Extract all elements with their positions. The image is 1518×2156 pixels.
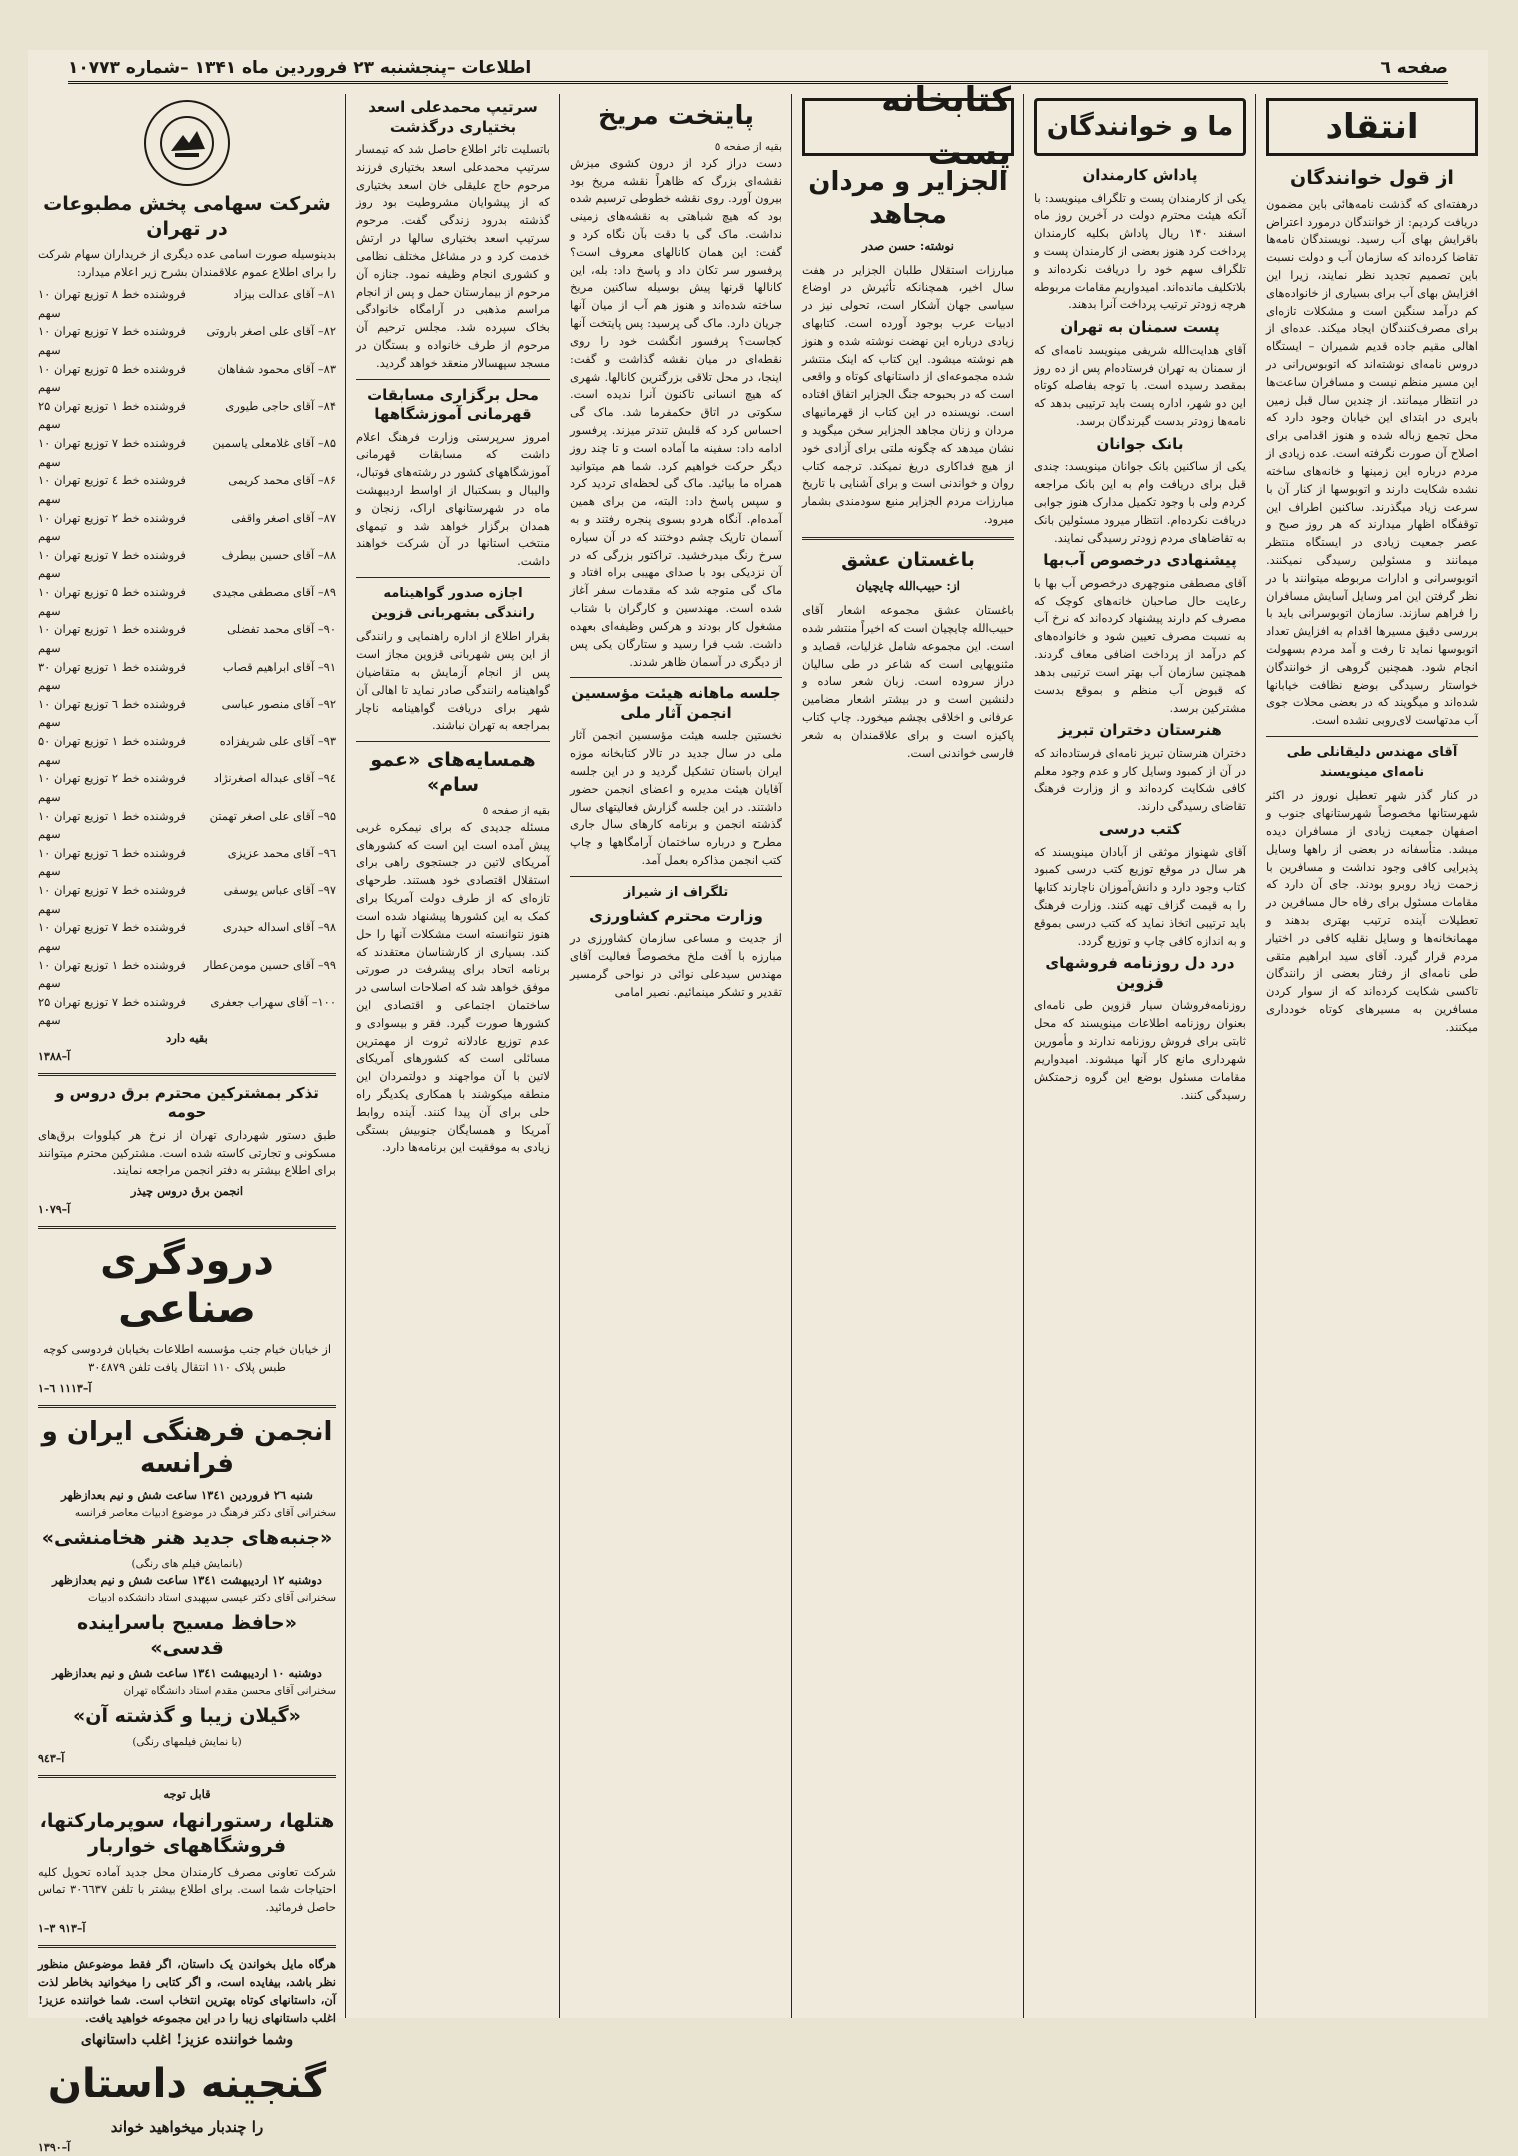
ad-title: تذکر بمشترکین محترم برق دروس و حومه xyxy=(55,1083,319,1122)
news-title: محل برگزاری مسابقات قهرمانی آموزشگاهها xyxy=(367,385,539,424)
shareholder-row xyxy=(38,509,336,546)
notice-body: نخستین جلسه هیئت مؤسسین انجمن آثار ملی در سال جدید در تالار کتابخانه موزه ایران باستان تشکیل گردید و در این جلسه آقایان هیئت مدیره و اعضای انجمن حضور داشتند. در این جلسه گزارش فعالیتهای سال گذشته انجمن و برنامه کارهای سال جاری مطرح و درباره ساختمان آرامگاهها و چاپ کتب انجمن مذاکره بعمل آمد. xyxy=(570,728,782,868)
shareholder-row xyxy=(38,322,336,359)
section-title: درد دل روزنامه فروشهای قزوین xyxy=(1045,954,1235,992)
section-title: پیشنهادی درخصوص آب‌بها xyxy=(1043,551,1237,570)
column-readers xyxy=(1028,94,1252,2018)
shareholder-name: ۹۷– آقای عباس یوسفی xyxy=(223,883,336,897)
shareholder-name: ۸۴– آقای حاجی طیوری xyxy=(225,398,336,413)
shareholder-detail: فروشنده خط ٦ توزیع تهران ۱۰ سهم xyxy=(38,696,186,730)
shareholder-name: ۹۵– آقای علی اصغر تهمتن xyxy=(209,808,336,823)
news-body: امروز سرپرستی وزارت فرهنگ اعلام داشت که مسابقات قهرمانی آموزشگاههای کشور در رشته‌های فوتبال، والیبال و بسکتبال از اواسط اردیبهشت ماه در شهرستانهای اراک، زنجان و همدان برگزار خواهد شد و تیمهای منتخب استانها در آن شرکت خواهند داشت. xyxy=(356,429,550,569)
shareholder-detail: فروشنده خط ۷ توزیع تهران ۱۰ سهم xyxy=(38,883,186,916)
shareholder-name: ۹۹– آقای حسین مومن‌عطار xyxy=(203,957,336,972)
ad-title: انجمن فرهنگی ایران و فرانسه xyxy=(41,1416,333,1480)
ad-code: آ–۱۰۷۹ xyxy=(38,1203,71,1217)
continued-note: بقیه از صفحه ٥ xyxy=(482,804,550,817)
section-body: یکی از کارمندان پست و تلگراف مینویسد: با آنکه هیئت محترم دولت در آخرین روز ماه اسفند ۱۴۰ ریال پاداش بکلیه کارمندان پرداخت کرد هنوز بعضی از کارمندان پست و تلگراف سهم خود را دریافت نکرده‌اند و بلاتکلیف مانده‌اند. امیدواریم مقامات مربوطه هرچه زودتر ترتیب پرداخت آنرا بدهند. xyxy=(1034,190,1246,312)
section-title: کتب درسی xyxy=(1098,820,1182,839)
shareholder-name: ۹٤– آقای عبداله اصغرنژاد xyxy=(213,771,336,786)
issue-line: اطلاعات –پنجشنبه ۲۳ فروردین ماه ۱۳۴۱ –شماره ۱۰۷۷۳ xyxy=(68,57,532,78)
book-review: مبارزات استقلال طلبان الجزایر در هفت سال اخیر، همچنانکه تأثیرش در اوضاع سیاسی جهان آشکار است، تحولی نیز در ادبیات عرب بوجود آورده است. کتابهای زیادی درباره این نهضت نوشته شده و هنوز هم نوشته میشود. این کتاب که اینک منتشر شده مجموعه‌ای از داستانهای کوتاه و واقعی است که در بحبوحه جنگ الجزایر اتفاق افتاده است. نویسنده در این کتاب از قهرمانیهای مردان و زنان مجاهد الجزایر سخن میگوید و نشان میدهد که چگونه ملتی برای آزادی خود از هیچ فداکاری دریغ نمیکند. ترجمه کتاب روان و خواندنی است و برای آشنایی با تاریخ مبارزات مردم الجزایر منبع سودمندی بشمار میرود. xyxy=(802,262,1014,526)
feature-body: مسئله جدیدی که برای نیمکره غربی پیش آمده است این است که کشورهای آمریکای لاتین در جستجوی راهی برای استقلال اقتصادی خود هستند. طرحهای تازه‌ای که از طرف دولت آمریکا برای کمک به این کشورها پیشنهاد شده است هنوز نتوانسته است مشکلات آنها را حل کند. بسیاری از کارشناسان معتقدند که برنامه اتحاد برای پیشرفت در صورتی موفق خواهد شد که اصلاحات اساسی در ساختمان اجتماعی و اقتصادی این کشورها صورت گیرد. فقر و بیسوادی و عدم توزیع عادلانه ثروت از مهمترین مسائلی است که کشورهای آمریکای لاتین با آن مواجهند و دولتمردان این منطقه میکوشند با همکاری یکدیگر راه حلی برای آن پیدا کنند. آینده روابط آمریکا و همسایگان جنوبیش بستگی زیادی به موفقیت این برنامه‌ها دارد. xyxy=(356,819,550,1155)
event-desc: سخنرانی آقای دکتر عیسی سپهبدی استاد دانشکده ادبیات xyxy=(88,1591,336,1604)
book-byline: از: حبیب‌الله چایچیان xyxy=(855,579,960,594)
shareholder-name: ۸۲– آقای علی اصغر باروتی xyxy=(206,324,336,339)
shareholder-row xyxy=(38,546,336,583)
shareholder-detail: فروشنده خط ۱ توزیع تهران ۵۰ سهم xyxy=(38,734,186,767)
shareholder-name: ۸۱– آقای عدالت بیزاد xyxy=(233,287,336,301)
shareholder-row xyxy=(38,360,336,397)
shareholder-detail: فروشنده خط ۷ توزیع تهران ۱۰ سهم xyxy=(38,436,186,469)
shareholder-row xyxy=(38,397,336,434)
section-body: یکی از ساکنین بانک جوانان مینویسد: چندی قبل برای دریافت وام به این بانک مراجعه کردم ولی با وجود تکمیل مدارک هنوز جوابی دریافت نکرده‌ام. انتظار میرود مسئولین بانک به تقاضاهای مردم زودتر رسیدگی نمایند. xyxy=(1034,459,1246,545)
shareholder-row xyxy=(38,583,336,620)
telegram-body: از جدیت و مساعی سازمان کشاورزی در مبارزه با آفت ملخ مخصوصاً فعالیت آقای مهندس سیدعلی نوائی در نواحی گرمسیر تقدیر و تشکر مینمائیم. نصیر امامی xyxy=(570,931,782,999)
shareholder-row xyxy=(38,918,336,955)
section-title: بانک جوانان xyxy=(1096,434,1184,453)
shareholder-name: ۹٦– آقای محمد عزیزی xyxy=(227,845,336,860)
shareholder-detail: فروشنده خط ۱ توزیع تهران ۱۰ سهم xyxy=(38,622,186,655)
shareholder-name: ۱۰۰– آقای سهراب جعفری xyxy=(210,994,336,1009)
ad-title: درودگری صناعی xyxy=(100,1238,274,1333)
section-body: آقای هدایت‌الله شریفی مینویسد نامه‌ای که از سمنان به تهران فرستاده‌ام پس از ده روز بمقصد رسیده است. با توجه بفاصله کوتاه این دو شهر، اداره پست باید ترتیبی بدهد که نامه‌ها زودتر بدست گیرندگان برسد. xyxy=(1034,342,1246,428)
ad-sign: انجمن برق دروس چیذر xyxy=(130,1184,244,1199)
library-logo: کتابخانه پست xyxy=(802,98,1014,156)
shareholder-detail: فروشنده خط ۱ توزیع تهران ۱۰ سهم xyxy=(38,957,186,991)
shareholder-detail: فروشنده خط ۲ توزیع تهران ۱۰ سهم xyxy=(38,510,186,544)
column-criticism xyxy=(1260,94,1484,2018)
event-title: «جنبه‌های جدید هنر هخامنشی» xyxy=(41,1526,333,1549)
shareholder-name: ۸۷– آقای اصغر واقفی xyxy=(231,510,336,525)
shareholder-row xyxy=(38,434,336,471)
shareholder-detail: فروشنده خط ۷ توزیع تهران ۲۵ سهم xyxy=(38,994,186,1028)
ad-body: شرکت تعاونی مصرف کارمندان محل جدید آماده تحویل کلیه احتیاجات شما است. برای اطلاع بیشتر با تلفن ۳۰٦٦۳۷ تماس حاصل فرمائید. xyxy=(38,1864,337,1915)
ad-pretitle: قابل توجه xyxy=(163,1787,211,1802)
shareholder-detail: فروشنده خط ۷ توزیع تهران ۱۰ سهم xyxy=(38,547,186,581)
shareholder-row xyxy=(38,807,336,844)
event-desc: سخنرانی آقای دکتر فرهنگ در موضوع ادبیات معاصر فرانسه xyxy=(74,1506,336,1519)
section-body: روزنامه‌فروشان سیار قزوین طی نامه‌ای بعنوان روزنامه اطلاعات مینویسند که محل ثابتی برای فروش روزنامه ندارند و مأمورین شهرداری مانع کار آنها میشوند. امیدواریم مقامات مسئول بوضع این گروه زحمتکش رسیدگی کنند. xyxy=(1034,998,1246,1102)
article-body: درهفته‌ای که گذشت نامه‌هائی باین مضمون دریافت کردیم: از خوانندگان درمورد اعتراض باقرایش بهای آب رسید. نویسندگان نامه‌ها تقاضا کرده‌اند که سازمان آب و دولت نسبت باین تصمیم تجدید نظر نمایند، زیرا این افزایش بهای آب برای بسیاری از خانواده‌های کم درآمد سنگین است و مشکلات تازه‌ای برای مصرف‌کنندگان ایجاد میکند. عده‌ای از اهالی مقیم جاده قدیم شمیران – ایستگاه دروس نامه‌ای نوشته‌اند که اتوبوس‌رانی در این مسیر منظم نیست و مسافران ساعت‌ها در انتظار میمانند. از چندین سال قبل زمین بایری در ابتدای این خیابان وجود دارد که محل تجمع زباله شده و هنوز اقدامی برای اصلاح آن صورت نگرفته است. عده زیادی از مردم درباره این زمینها و خانه‌های ساخته نشده شکایت دارند و اتوبوسها از کنار آن با سرعت زیاد میگذرند. ساکنین اطراف این توقفگاه اظهار میدارند که هر روز صبح و عصر جمعیت زیادی در ایستگاه منتظر میمانند و مسئولین رسیدگی نمیکنند. اتوبوسرانی و ادارات مربوطه میتوانند با در نظر گرفتن این امر وسایل آسایش مسافران را فراهم سازند. سازمان اتوبوسرانی باید با بررسی دقیق مسیرها اقدام به افزایش تعداد اتوبوسها نماید تا رفت و آمد مردم بسهولت انجام شود. همچنین گروهی از خوانندگان خواستار رسیدگی بوضع نظافت خیابانها شده‌اند و میگویند که در بعضی محلات جوی آب مدتهاست لای‌روبی نشده است. xyxy=(1266,196,1478,728)
shareholder-detail: فروشنده خط ۲ توزیع تهران ۱۰ سهم xyxy=(38,771,186,804)
shareholder-row xyxy=(38,658,336,695)
section-body: دختران هنرستان تبریز نامه‌ای فرستاده‌اند که در آن از کمبود وسایل کار و عدم وجود معلم کافی شکایت کرده‌اند و از وزارت فرهنگ تقاضای رسیدگی دارند. xyxy=(1034,745,1246,814)
ad-tagline: را چندبار میخواهید خواند xyxy=(110,2118,264,2136)
ad-brand: گنجینه داستان xyxy=(47,2061,327,2107)
letter-body: در کنار گذر شهر تعطیل نوروز در اکثر شهرستانها مخصوصاً شهرستانهای جنوب و اصفهان جمعیت زیادی از مسافران دیده میشد. متأسفانه در بعضی از راهها وسایل پذیرایی کافی وجود نداشت و مسافرین با زحمت زیاد روبرو بودند. جای آن دارد که مقامات مسئول برای رفاه حال مسافرین در تعطیلات آینده ترتیب بهتری بدهند و مهمانخانه‌ها و وسایل نقلیه کافی در اختیار مردم قرار گیرد. آقای سید ابراهیم متقی طی نامه‌ای از رفتار بعضی از رانندگان تاکسی شکایت کرده‌اند که از سوار کردن مسافرین به مسیرهای کوتاه خودداری میکنند. xyxy=(1266,788,1478,1034)
event-title: «گیلان زیبا و گذشته آن» xyxy=(73,1705,301,1728)
telegram-title: تلگراف از شیراز xyxy=(623,884,729,900)
shareholder-detail: فروشنده خط ۱ توزیع تهران ۲۵ سهم xyxy=(38,398,186,432)
feature-title: همسایه‌های «عمو سام» xyxy=(370,749,536,796)
shareholder-detail: فروشنده خط ٦ توزیع تهران ۱۰ سهم xyxy=(38,845,186,879)
shareholder-detail: فروشنده خط ۱ توزیع تهران ۱۰ سهم xyxy=(38,808,186,842)
shareholder-detail: فروشنده خط ۷ توزیع تهران ۱۰ سهم xyxy=(38,920,186,953)
column-library xyxy=(796,80,1020,2018)
ad-code: آ–۱۳۹۰ xyxy=(38,2141,71,2155)
obituary-body: باتسلیت تاثر اطلاع حاصل شد که تیمسار سرتیپ محمدعلی اسعد بختیاری فرزند مرحوم حاج علیقلی خان اسعد بختیاری که از پیشوایان مشروطیت بود روز گذشته بدرود زندگی گفت. مرحوم سرتیپ اسعد بختیاری سالها در ارتش خدمت کرد و در مشاغل مختلف نظامی و کشوری انجام وظیفه نمود. جنازه آن مرحوم از بیمارستان حمل و پس از انجام مراسم مذهبی در آرامگاه خانوادگی بخاک سپرده شد. مجلس ترحیم آن مرحوم از طرف خانواده و بستگان در مسجد سپهسالار منعقد خواهد گردید. xyxy=(356,142,550,370)
emblem-icon xyxy=(157,113,217,173)
event-date: دوشنبه ۱۲ اردیبهشت ۱۳٤۱ ساعت شش و نیم بعدازظهر xyxy=(52,1572,322,1587)
readers-logo: ما و خوانندگان xyxy=(1034,98,1246,156)
book-review: باغستان عشق مجموعه اشعار آقای حبیب‌الله چایچیان است که اخیراً منتشر شده است. این مجموعه شامل غزلیات، قصاید و مثنویهایی است که شاعر در طی سالیان دراز سروده است. زبان شعر ساده و دلنشین است و در بیشتر اشعار مضامین عرفانی و اخلاقی بچشم میخورد. چاپ کتاب پاکیزه است و برای علاقمندان به شعر فارسی خواندنی است. xyxy=(802,603,1014,760)
shareholder-row xyxy=(38,285,336,322)
shareholder-row xyxy=(38,732,336,769)
news-body: بقرار اطلاع از اداره راهنمایی و رانندگی از این پس شهربانی قزوین مجاز است پس از انجام آزمایش به متقاضیان گواهینامه رانندگی صادر نماید تا اهالی آن شهر برای دریافت گواهینامه ناچار بمراجعه به تهران نباشند. xyxy=(356,629,550,733)
event-desc: سخنرانی آقای محسن مقدم استاد دانشگاه تهران xyxy=(123,1685,336,1698)
newspaper-page xyxy=(28,50,1488,2155)
news-title: اجازه صدور گواهینامه رانندگی بشهربانی قزوین xyxy=(371,586,535,622)
page-number: صفحه ٦ xyxy=(1380,57,1448,78)
telegram-subtitle: وزارت محترم کشاورزی xyxy=(589,906,763,925)
company-emblem xyxy=(144,100,230,186)
section-body: آقای مصطفی منوچهری درخصوص آب بها با رعایت حال صاحبان خانه‌های کوچک که مصرف کم دارند پیشنهاد کرده‌اند که نرخ آب به نسبت مصرف تعیین شود و خانواده‌های کم درآمد از پرداخت اضافی معاف گردند. همچنین سازمان آب بهتر است ترتیبی بدهد که قبوض آب منظم و بموقع بدست مشترکین برسد. xyxy=(1034,575,1246,715)
shareholder-row xyxy=(38,844,336,881)
ad-code: آ–۹٤۳ xyxy=(38,1752,65,1766)
book-title: الجزایر و مردان مجاهد xyxy=(808,167,1008,230)
shareholder-name: ۸۹– آقای مصطفی مجیدی xyxy=(212,585,336,599)
column-ads xyxy=(32,94,342,2155)
notice-title: جلسه ماهانه هیئت مؤسسین انجمن آثار ملی xyxy=(571,684,781,722)
ad-code: آ–۱۱۱۳ ٦–۱ xyxy=(38,1381,92,1395)
shareholder-name: ۹۸– آقای اسداله حیدری xyxy=(222,920,336,935)
book-byline: نوشته: حسن صدر xyxy=(862,239,954,253)
masthead xyxy=(68,54,1448,84)
shareholder-detail: فروشنده خط ٤ توزیع تهران ۱۰ سهم xyxy=(38,473,186,506)
shareholder-row xyxy=(38,471,336,508)
criticism-logo: انتقاد xyxy=(1266,98,1478,156)
company-more: بقیه دارد xyxy=(166,1031,208,1045)
column-news xyxy=(350,94,556,2018)
ad-title: هتلها، رستورانها، سوپرمارکتها، فروشگاههای خواربار xyxy=(39,1810,335,1857)
event-note: (بانمایش فیلم های رنگی) xyxy=(131,1557,243,1570)
section-body: آقای شهنواز موثقی از آبادان مینویسند که هر سال در موقع توزیع کتب درسی کمبود کتاب وجود دارد و دانش‌آموزان ناچارند کتابها را به قیمت گزاف تهیه کنند. وزارت فرهنگ باید ترتیبی اتخاذ نماید که کتب درسی بموقع و به اندازه کافی چاپ و توزیع گردد. xyxy=(1034,844,1246,948)
shareholder-name: ۸۵– آقای غلامعلی یاسمین xyxy=(212,436,336,450)
obituary-title: سرتیپ محمدعلی اسعد بختیاری درگذشت xyxy=(368,98,538,136)
ad-subtitle: وشما خواننده عزیز! اغلب داستانهای xyxy=(80,2032,294,2049)
ad-code: آ–۱۳۸۸ xyxy=(38,1049,71,1063)
event-title: «حافظ مسیح باسراینده قدسی» xyxy=(76,1611,298,1659)
event-date: دوشنبه ۱۰ اردیبهشت ۱۳٤۱ ساعت شش و نیم بعدازظهر xyxy=(52,1666,322,1681)
event-date: شنبه ۲٦ فروردین ۱۳٤۱ ساعت شش و نیم بعدازظهر xyxy=(61,1487,313,1502)
ad-body: طبق دستور شهرداری تهران از نرخ هر کیلووات برق‌های مسکونی و تجارتی کاسته شده است. مشترکین محترم میتوانند برای اطلاع بیشتر به دفتر انجمن مراجعه نمایند. xyxy=(38,1127,336,1178)
company-title: شرکت سهامی پخش مطبوعات در تهران xyxy=(43,193,331,240)
shareholder-detail: فروشنده خط ۷ توزیع تهران ۱۰ سهم xyxy=(38,324,186,357)
shareholder-detail: فروشنده خط ۸ توزیع تهران ۱۰ سهم xyxy=(38,287,186,320)
shareholder-row xyxy=(38,881,336,918)
story-body: دست دراز کرد از درون کشوی میزش نقشه‌ای بزرگ که ظاهراً نقشه مریخ بود بیرون آورد. روی نقشه خطوطی ترسیم شده بود که هیچ شباهتی به نقشه‌های زمینی نداشت. ماک گی با دقت بآن نگاه کرد و گفت: این همان کانالهای معروف است؟ پرفسور سر تکان داد و پاسخ داد: بله، این کانالها قرنها پیش بوسیله ساکنین مریخ ساخته شده‌اند و هنوز هم آب از میان آنها جریان دارد. ماک گی پرسید: پس پایتخت آنها کجاست؟ پرفسور انگشت خود را روی نقطه‌ای در میان نقشه گذاشت و گفت: اینجا، در محل تلاقی بزرگترین کانالها. شهری که هیچ انسانی تاکنون آنرا ندیده است. سکوتی در اتاق حکمفرما شد. ماک گی احساس کرد که قلبش تندتر میزند. پرفسور ادامه داد: سفینه ما آماده است و تا چند روز دیگر حرکت خواهیم کرد. شما هم میتوانید همراه ما بیائید. ماک گی لحظه‌ای تردید کرد و سپس پاسخ داد: البته، من برای همین آمده‌ام. آنگاه هردو بسوی پنجره رفتند و به آسمان تاریک چشم دوختند که در آن سیاره سرخ رنگ میدرخشید. تراکتور بزرگی که در آن نزدیکی بود با صدای مهیبی براه افتاد و ماک گی متوجه شد که مقدمات سفر آغاز شده است. مهندسین و کارگران با شتاب مشغول کار بودند و هرکس وظیفه‌ای بعهده داشت. شب فرا رسید و ستارگان یکی پس از دیگری در آسمان ظاهر شدند. xyxy=(570,155,782,669)
continued-note: بقیه از صفحه ٥ xyxy=(714,140,782,153)
shareholder-row xyxy=(38,956,336,993)
shareholder-name: ۸۸– آقای حسین بیطرف xyxy=(221,547,336,562)
company-intro: بدینوسیله صورت اسامی عده دیگری از خریداران سهام شرکت را برای اطلاع عموم علاقمندان بشرح زیر اعلام میدارد: xyxy=(38,247,336,280)
event-note: (با نمایش فیلمهای رنگی) xyxy=(132,1736,242,1749)
book-title: باغستان عشق xyxy=(841,548,975,571)
shareholder-list xyxy=(38,285,336,1030)
shareholder-detail: فروشنده خط ۵ توزیع تهران ۱۰ سهم xyxy=(38,361,186,395)
letter-title: آقای مهندس دلیقانلی طی نامه‌ای مینویسند xyxy=(1286,745,1458,781)
shareholder-name: ۹۰– آقای محمد تفضلی xyxy=(227,622,336,637)
shareholder-name: ۸۳– آقای محمود شفاهان xyxy=(217,361,336,376)
shareholder-name: ۹۲– آقای منصور عباسی xyxy=(221,696,336,711)
section-title: پاداش کارمندان xyxy=(1082,166,1198,184)
shareholder-row xyxy=(38,769,336,806)
ad-code: آ–۹۱۳ ۳–۱ xyxy=(38,1922,86,1936)
shareholder-name: ۸۶– آقای محمد کریمی xyxy=(228,473,336,488)
shareholder-row xyxy=(38,695,336,732)
column-story xyxy=(564,94,788,2018)
section-title: هنرستان دختران تبریز xyxy=(1058,721,1222,740)
section-title: پست سمنان به تهران xyxy=(1060,318,1220,337)
shareholder-detail: فروشنده خط ۱ توزیع تهران ۳۰ سهم xyxy=(38,659,186,693)
shareholder-row xyxy=(38,993,336,1030)
article-title: از قول خوانندگان xyxy=(1290,167,1454,189)
ad-body: هرگاه مایل بخواندن یک داستان، اگر فقط موضوعش منظور نظر باشد، بیفایده است، و اگر کتابی را میخوانید بخاطر لذت آن، داستانهای کوتاه بهترین انتخاب است. شما خواننده عزیز! اغلب داستانهای زیبا را در این مجموعه خواهید یافت. xyxy=(38,1957,336,2025)
story-title: پایتخت مریخ xyxy=(598,101,754,131)
shareholder-name: ۹۳– آقای علی شریفزاده xyxy=(219,734,336,748)
shareholder-detail: فروشنده خط ۵ توزیع تهران ۱۰ سهم xyxy=(38,585,186,618)
shareholder-row xyxy=(38,620,336,657)
ad-body: از خیابان خیام جنب مؤسسه اطلاعات بخیابان فردوسی کوچه طبس پلاک ۱۱۰ انتقال یافت تلفن ۳۰٤۸۷۹ xyxy=(42,1342,332,1374)
shareholder-name: ۹۱– آقای ابراهیم قصاب xyxy=(222,659,336,674)
